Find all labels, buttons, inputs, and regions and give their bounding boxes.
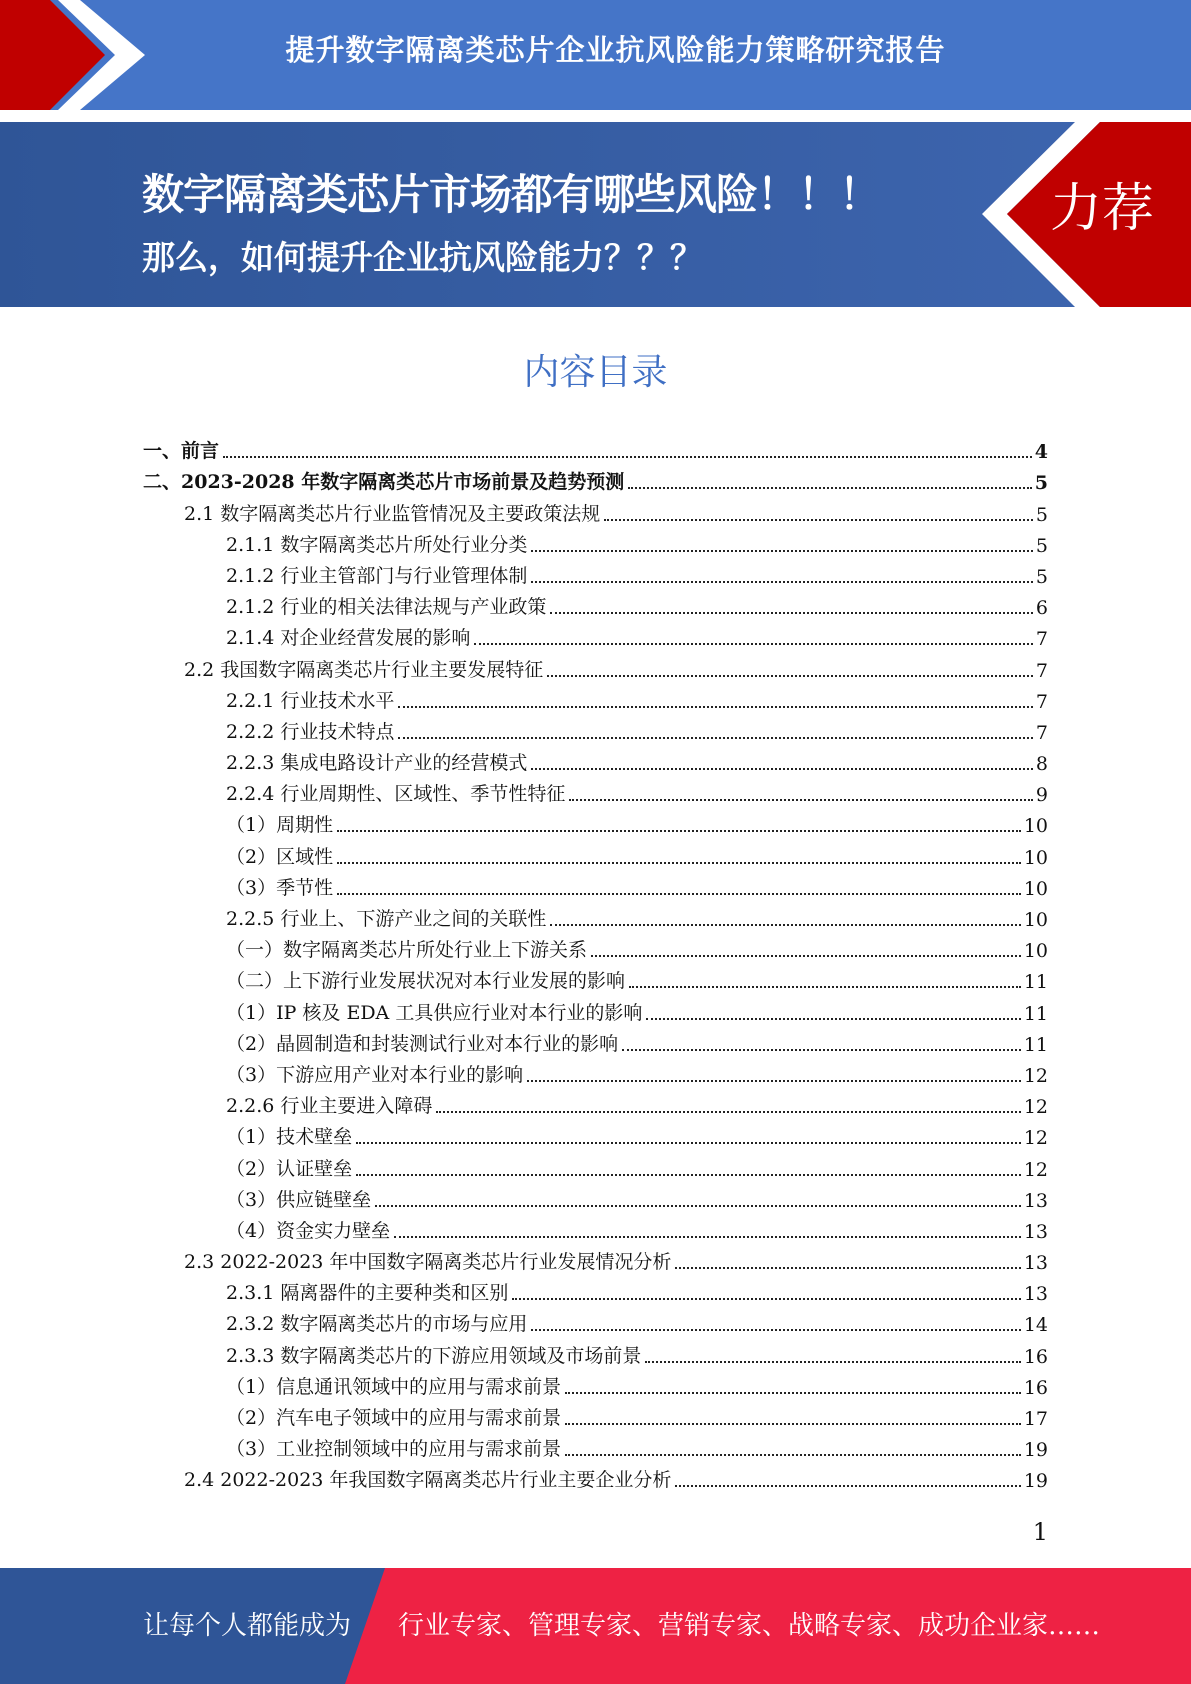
toc-entry-title: （1）信息通讯领域中的应用与需求前景 [226, 1375, 562, 1398]
toc-entry[interactable] [0, 1091, 1191, 1122]
hero-subheadline: 那么，如何提升企业抗风险能力？？？ [142, 238, 703, 277]
toc-entry-title: （1）周期性 [226, 814, 334, 837]
toc-entry-page: 13 [1023, 1252, 1048, 1275]
toc-leader-dots [569, 799, 1033, 801]
toc-entry-title: 2.2.4 行业周期性、区域性、季节性特征 [226, 783, 566, 806]
toc-entry-page: 5 [1035, 565, 1048, 588]
toc-leader-dots [527, 1080, 1021, 1082]
toc-leader-dots [337, 830, 1021, 832]
toc-entry-title: 2.2.1 行业技术水平 [226, 689, 395, 712]
toc-entry-title: 2.1 数字隔离类芯片行业监管情况及主要政策法规 [184, 502, 601, 525]
toc-leader-dots [337, 893, 1021, 895]
toc-entry-page: 5 [1035, 503, 1048, 526]
toc-entry-title: 2.1.2 行业的相关法律法规与产业政策 [226, 596, 547, 619]
toc-leader-dots [622, 1049, 1021, 1051]
toc-entry-page: 19 [1023, 1470, 1048, 1493]
toc-entry-title: 一、前言 [143, 440, 220, 463]
toc-entry[interactable] [0, 1403, 1191, 1434]
toc-entry[interactable] [0, 1029, 1191, 1060]
toc-entry[interactable] [0, 1122, 1191, 1153]
hero-banner [0, 122, 1191, 307]
toc-entry-page: 12 [1023, 1127, 1048, 1150]
toc-entry[interactable] [0, 1465, 1191, 1496]
toc-leader-dots [550, 924, 1020, 926]
recommend-badge: 力荐 [1050, 179, 1155, 239]
toc-entry-page: 11 [1023, 1033, 1048, 1056]
toc-entry-title: 2.2.3 集成电路设计产业的经营模式 [226, 752, 528, 775]
toc-entry-page: 13 [1023, 1220, 1048, 1243]
toc-entry-title: 2.1.4 对企业经营发展的影响 [226, 627, 471, 650]
toc-entry[interactable] [0, 623, 1191, 654]
toc-entry[interactable] [0, 592, 1191, 623]
toc-leader-dots [223, 456, 1032, 458]
toc-entry-page: 4 [1034, 441, 1048, 464]
toc-entry-page: 10 [1023, 940, 1048, 963]
toc-entry[interactable] [0, 686, 1191, 717]
toc-entry[interactable] [0, 935, 1191, 966]
toc-entry-page: 7 [1035, 628, 1048, 651]
toc-entry[interactable] [0, 1278, 1191, 1309]
toc-leader-dots [398, 737, 1033, 739]
toc-entry-title: 2.3.2 数字隔离类芯片的市场与应用 [226, 1313, 528, 1336]
toc-entry-title: （一）数字隔离类芯片所处行业上下游关系 [226, 939, 588, 962]
toc-entry[interactable] [0, 498, 1191, 529]
toc-entry-page: 14 [1023, 1314, 1048, 1337]
toc-entry-title: 2.1.2 行业主管部门与行业管理体制 [226, 564, 528, 587]
toc-entry-page: 7 [1035, 690, 1048, 713]
toc-entry-page: 10 [1023, 846, 1048, 869]
toc-entry-title: 2.2 我国数字隔离类芯片行业主要发展特征 [184, 658, 544, 681]
toc-leader-dots [531, 550, 1033, 552]
toc-leader-dots [356, 1174, 1021, 1176]
toc-entry-title: 2.3 2022-2023 年中国数字隔离类芯片行业发展情况分析 [184, 1251, 672, 1274]
toc-entry[interactable] [0, 873, 1191, 904]
toc-entry[interactable] [0, 654, 1191, 685]
toc-entry-page: 8 [1035, 753, 1048, 776]
toc-entry-title: 二、2023-2028 年数字隔离类芯片市场前景及趋势预测 [143, 471, 625, 494]
toc-entry-page: 12 [1023, 1096, 1048, 1119]
toc-entry[interactable] [0, 1185, 1191, 1216]
report-title: 提升数字隔离类芯片企业抗风险能力策略研究报告 [285, 33, 946, 67]
toc-heading: 内容目录 [523, 352, 668, 393]
toc-entry[interactable] [0, 1247, 1191, 1278]
toc-entry-title: （4）资金实力壁垒 [226, 1219, 391, 1242]
toc-entry[interactable] [0, 467, 1191, 498]
toc-leader-dots [628, 487, 1032, 489]
toc-entry-title: （3）工业控制领域中的应用与需求前景 [226, 1438, 562, 1461]
toc-entry-title: 2.2.6 行业主要进入障碍 [226, 1095, 433, 1118]
toc-entry-title: 2.2.2 行业技术特点 [226, 720, 395, 743]
toc-entry-page: 10 [1023, 877, 1048, 900]
toc-entry[interactable] [0, 1434, 1191, 1465]
toc-entry-page: 5 [1035, 534, 1048, 557]
toc-entry-page: 10 [1023, 909, 1048, 931]
toc-leader-dots [394, 1236, 1021, 1238]
toc-leader-dots [436, 1111, 1020, 1113]
toc-entry-page: 16 [1023, 1345, 1048, 1368]
toc-entry-page: 11 [1023, 971, 1048, 994]
toc-entry[interactable] [0, 1340, 1191, 1371]
toc-leader-dots [531, 1329, 1020, 1331]
toc-entry[interactable] [0, 717, 1191, 748]
toc-entry[interactable] [0, 1153, 1191, 1184]
toc-entry-title: （1）IP 核及 EDA 工具供应行业对本行业的影响 [226, 1001, 643, 1024]
toc-entry[interactable] [0, 997, 1191, 1028]
toc-entry-title: 2.1.1 数字隔离类芯片所处行业分类 [226, 533, 528, 556]
footer-slogan-right: 行业专家、管理专家、营销专家、战略专家、成功企业家…… [398, 1611, 1101, 1641]
toc-entry[interactable] [0, 530, 1191, 561]
toc-entry[interactable] [0, 436, 1191, 467]
toc-leader-dots [337, 862, 1021, 864]
toc-leader-dots [604, 519, 1033, 521]
toc-entry-title: （二）上下游行业发展状况对本行业发展的影响 [226, 970, 626, 993]
page-number: 1 [1032, 1518, 1048, 1546]
toc-leader-dots [629, 986, 1021, 988]
toc-entry-title: 2.4 2022-2023 年我国数字隔离类芯片行业主要企业分析 [184, 1469, 672, 1492]
toc-entry-page: 19 [1023, 1439, 1048, 1462]
toc-leader-dots [675, 1485, 1020, 1487]
toc-entry[interactable] [0, 1372, 1191, 1403]
toc-leader-dots [565, 1454, 1021, 1456]
toc-leader-dots [512, 1298, 1020, 1300]
toc-entry-page: 9 [1035, 784, 1048, 807]
toc-leader-dots [398, 706, 1033, 708]
toc-entry-page: 11 [1023, 1002, 1048, 1025]
toc-entry-title: （2）晶圆制造和封装测试行业对本行业的影响 [226, 1032, 619, 1055]
toc-leader-dots [550, 612, 1033, 614]
toc-entry-title: （2）认证壁垒 [226, 1157, 353, 1180]
toc-entry-page: 10 [1023, 815, 1048, 838]
toc-entry[interactable] [0, 1216, 1191, 1247]
footer-banner [0, 1568, 1191, 1684]
hero-headline: 数字隔离类芯片市场都有哪些风险！！！ [142, 170, 881, 219]
toc-entry[interactable] [0, 904, 1191, 935]
toc-entry-page: 12 [1023, 1064, 1048, 1087]
toc-entry[interactable] [0, 810, 1191, 841]
toc-entry-page: 13 [1023, 1283, 1048, 1306]
toc-entry-page: 16 [1023, 1376, 1048, 1399]
table-of-contents [0, 436, 1191, 1496]
footer-slogan-left: 让每个人都能成为 [143, 1611, 352, 1641]
toc-leader-dots [531, 581, 1033, 583]
toc-leader-dots [675, 1267, 1020, 1269]
toc-entry-title: （3）季节性 [226, 876, 334, 899]
toc-entry[interactable] [0, 841, 1191, 872]
toc-entry[interactable] [0, 1060, 1191, 1091]
toc-entry-title: （3）下游应用产业对本行业的影响 [226, 1063, 524, 1086]
toc-entry-page: 5 [1034, 472, 1048, 495]
toc-entry-title: （2）区域性 [226, 845, 334, 868]
toc-entry-title: 2.3.3 数字隔离类芯片的下游应用领域及市场前景 [226, 1344, 642, 1367]
toc-leader-dots [356, 1142, 1021, 1144]
toc-entry-page: 7 [1035, 721, 1048, 744]
toc-entry-page: 13 [1023, 1189, 1048, 1212]
toc-leader-dots [547, 675, 1033, 677]
toc-entry-title: （3）供应链壁垒 [226, 1188, 372, 1211]
toc-entry[interactable] [0, 966, 1191, 997]
toc-leader-dots [565, 1392, 1021, 1394]
toc-entry[interactable] [0, 779, 1191, 810]
toc-leader-dots [591, 955, 1021, 957]
toc-leader-dots [474, 643, 1033, 645]
toc-entry-title: （1）技术壁垒 [226, 1126, 353, 1149]
toc-leader-dots [531, 768, 1033, 770]
toc-leader-dots [645, 1361, 1020, 1363]
toc-leader-dots [565, 1423, 1021, 1425]
top-banner [0, 0, 1191, 110]
toc-entry[interactable] [0, 1309, 1191, 1340]
toc-entry-title: （2）汽车电子领域中的应用与需求前景 [226, 1407, 562, 1429]
toc-entry-page: 17 [1023, 1408, 1048, 1430]
toc-leader-dots [646, 1018, 1020, 1020]
toc-leader-dots [375, 1205, 1021, 1207]
toc-entry-title: 2.2.5 行业上、下游产业之间的关联性 [226, 908, 547, 930]
toc-entry-title: 2.3.1 隔离器件的主要种类和区别 [226, 1282, 509, 1305]
toc-entry-page: 6 [1035, 597, 1048, 620]
toc-entry-page: 7 [1035, 659, 1048, 682]
toc-entry[interactable] [0, 561, 1191, 592]
toc-entry-page: 12 [1023, 1158, 1048, 1181]
toc-entry[interactable] [0, 748, 1191, 779]
